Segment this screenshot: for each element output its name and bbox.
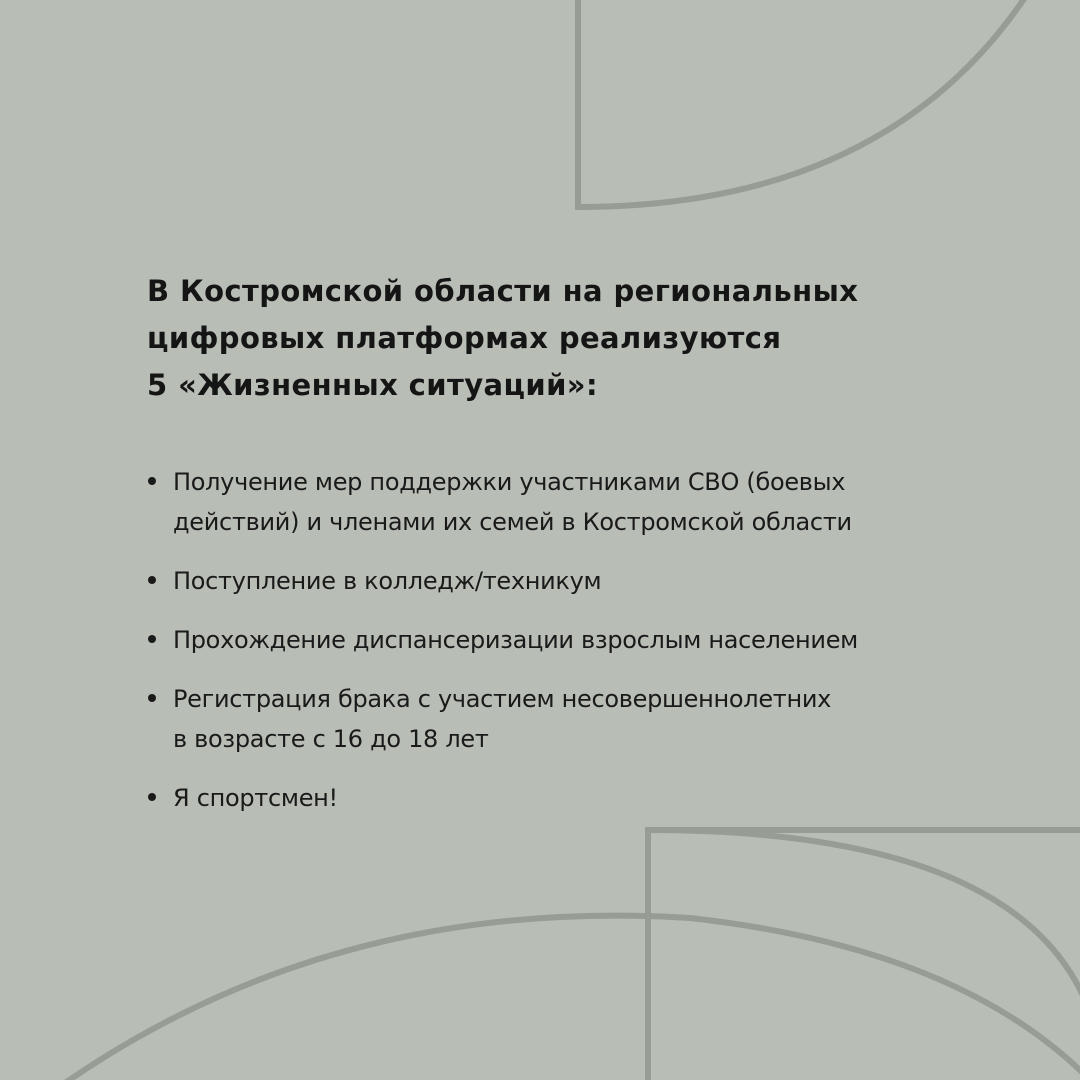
list-item	[147, 620, 947, 660]
bullet-icon	[148, 576, 156, 584]
bullet-icon	[148, 477, 156, 485]
bullet-icon	[148, 635, 156, 643]
title-line: В Костромской области на региональных	[147, 274, 859, 308]
top-quarter-circle-outline	[578, 0, 1030, 207]
page-title	[147, 268, 947, 409]
title-line: цифровых платформах реализуются	[147, 321, 782, 355]
list-item-text: Регистрация брака с участием несовершеннолетних	[173, 685, 832, 713]
list-item-text: Поступление в колледж/техникум	[173, 567, 602, 595]
life-situations-list	[147, 462, 947, 818]
main-content	[147, 268, 947, 837]
list-item-text: Прохождение диспансеризации взрослым населением	[173, 626, 858, 654]
list-item	[147, 561, 947, 601]
title-line: 5 «Жизненных ситуаций»:	[147, 368, 598, 402]
list-item-text: в возрасте с 16 до 18 лет	[173, 725, 489, 753]
list-item-text: Я спортсмен!	[173, 784, 338, 812]
bullet-icon	[148, 694, 156, 702]
list-item	[147, 778, 947, 818]
bottom-large-arc	[55, 916, 1080, 1080]
list-item-text: Получение мер поддержки участниками СВО (боевых	[173, 468, 846, 496]
list-item-text: действий) и членами их семей в Костромской области	[173, 508, 852, 536]
list-item	[147, 679, 947, 759]
bullet-icon	[148, 793, 156, 801]
list-item	[147, 462, 947, 542]
